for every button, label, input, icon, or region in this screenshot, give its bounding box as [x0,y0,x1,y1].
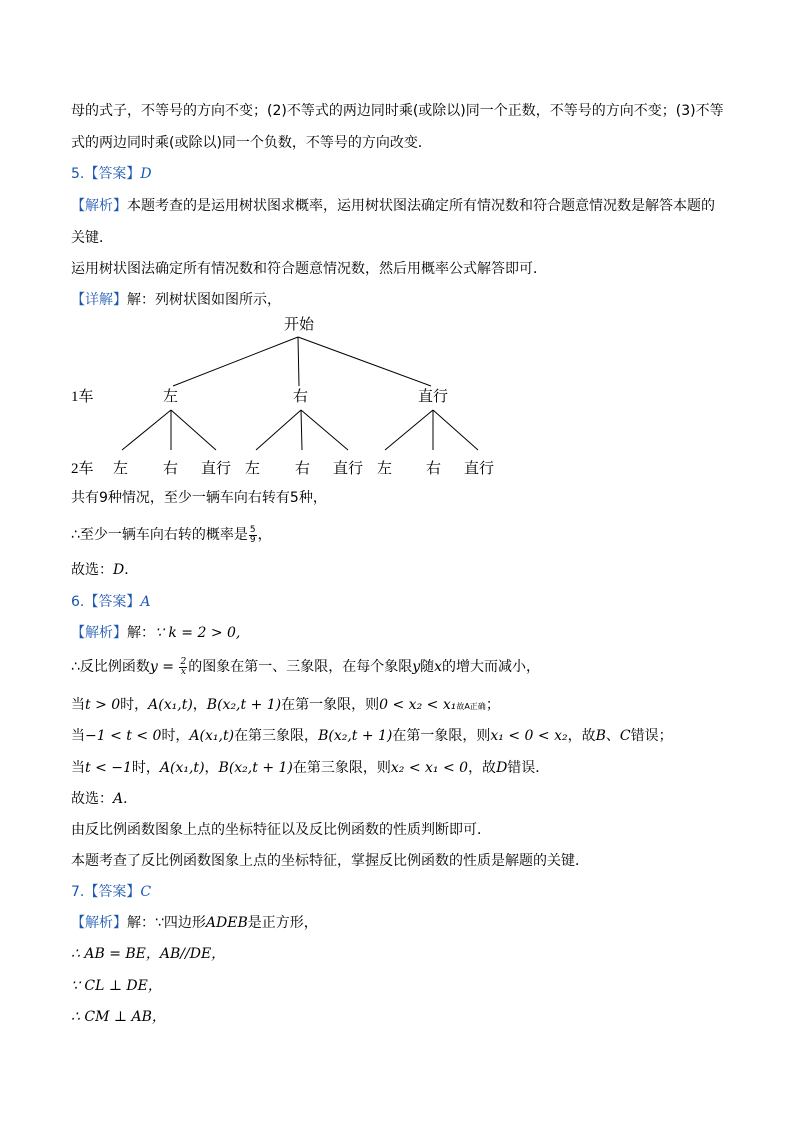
tree-branch [385,410,433,450]
math-line: ∴ AB = BE，AB//DE， [71,946,226,962]
tree-node-right: 右 [293,389,309,405]
tree-node-straight: 直行 [418,389,449,405]
tree-leaf: 右 [426,461,442,477]
tree-node-left: 左 [163,389,179,405]
analysis-tag: 【解析】 [71,198,127,214]
analysis-tag: 【解析】 [71,625,127,641]
detail-text: 解：列树状图如图所示， [127,292,281,308]
answer-value: D [140,166,152,182]
answer-tag: 【答案】 [84,166,141,182]
tree-branch [298,337,431,386]
math-line: ∵ CL ⊥ DE， [71,978,162,994]
tree-leaf: 右 [295,461,311,477]
paragraph-line: 由反比例函数图象上点的坐标特征以及反比例函数的性质判断即可． [71,822,491,838]
q6-case-line: 当t > 0时，A(x₁,t)，B(x₂,t + 1)在第一象限，则0 < x₂ < x₁故A正确； [71,697,500,713]
tree-branch [171,410,216,450]
question-number: 6. [71,594,85,610]
answer-tag: 【答案】 [84,884,141,900]
probability-line [71,525,272,545]
paragraph-line: 运用树状图法确定所有情况数和符合题意情况数，然后用概率公式解答即可． [71,261,547,277]
tree-leaf: 直行 [333,461,364,477]
fraction-two-over-x: $\frac{2}{x}$ [180,656,187,677]
text: ∴至少一辆车向右转的概率是 [71,527,248,543]
q7-answer-line [71,882,151,902]
q6-analysis-line: 【解析】解：∵ k = 2 > 0, [71,625,241,641]
tree-branch [301,410,302,450]
math-line: ∴ CM ⊥ AB， [71,1009,166,1025]
tree-leaf: 右 [163,461,179,477]
text: ， [257,527,272,543]
detail-tag: 【详解】 [71,292,127,308]
tree-branch [433,410,478,450]
q6-case-line: 当−1 < t < 0时，A(x₁,t)在第三象限，B(x₂,t + 1)在第一象限，则x₁ < 0 < x₂，故B、C错误； [71,728,673,744]
paragraph-line: 共有9种情况，至少一辆车向右转有5种， [71,490,327,506]
tree-level1-label: 1车 [71,389,94,405]
tree-leaf: 左 [377,461,393,477]
q6-case-line: 当t < −1时，A(x₁,t)，B(x₂,t + 1)在第三象限，则x₂ < x₁ < 0，故D错误． [71,760,550,776]
paragraph-line: 关键． [71,230,113,246]
question-number: 7. [71,884,85,900]
q7-analysis-line: 【解析】解：∵四边形ADEB是正方形， [71,915,318,931]
answer-value: A [140,594,151,610]
q6-function-line: ∴反比例函数y = $\frac{2}{x}$ 的图象在第一、三象限，在每个象限y随x的增大而减小， [71,656,541,677]
answer-tag: 【答案】 [84,594,141,610]
tree-leaf: 直行 [201,461,232,477]
select-line: 故选：A． [71,791,138,807]
select-line: 故选：D． [71,562,139,578]
paragraph-line: 式的两边同时乘(或除以)同一个负数，不等号的方向改变． [71,135,432,151]
tree-leaf: 左 [113,461,129,477]
fraction-five-ninths: $\frac{5}{9}$ [249,524,256,545]
analysis-tag: 【解析】 [71,915,127,931]
tree-level2-label: 2车 [71,461,94,477]
question-number: 5. [71,166,85,182]
answer-value: C [140,884,152,900]
paragraph-line: 本题考查了反比例函数图象上点的坐标特征，掌握反比例函数的性质是解题的关键． [71,853,589,869]
tree-root: 开始 [284,317,315,333]
paragraph-line: 母的式子，不等号的方向不变；(2)不等式的两边同时乘(或除以)同一个正数，不等号的方向不变；(3)不等 [71,103,724,119]
tree-leaf: 直行 [464,461,495,477]
q6-answer-line [71,592,150,612]
tree-branch [301,410,348,450]
tree-branch [256,410,301,450]
tree-branch [122,410,171,450]
tree-leaf: 左 [245,461,261,477]
tree-branch [298,337,299,386]
analysis-text: 本题考查的是运用树状图求概率，运用树状图法确定所有情况数和符合题意情况数是解答本题的 [127,198,715,214]
tree-branch [173,337,298,386]
